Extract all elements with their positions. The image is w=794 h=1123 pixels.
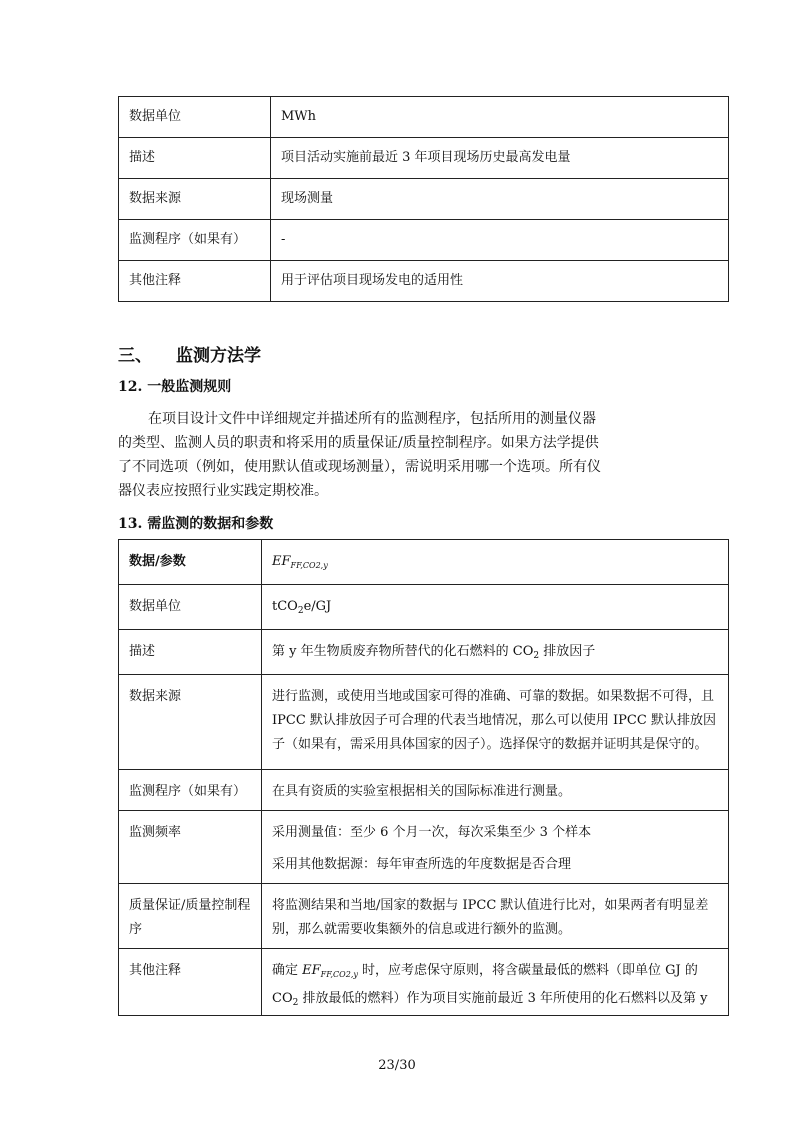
row-value — [262, 585, 729, 630]
row-key: 监测程序（如果有） — [119, 220, 271, 261]
unit-text: e/GJ — [303, 599, 332, 614]
table-row — [119, 97, 729, 138]
row-value: 在具有资质的实验室根据相关的国际标准进行测量。 — [262, 770, 729, 811]
desc-subscript: 2 — [533, 651, 540, 661]
row-key: 描述 — [119, 630, 262, 675]
table-row — [119, 540, 729, 585]
notes-text: 排放最低的燃料）作为项目实施前最近 3 年所使用的化石燃料以及第 y — [298, 991, 708, 1006]
table-row — [119, 179, 729, 220]
table-row — [119, 138, 729, 179]
subsection-heading-12: 12. 一般监测规则 — [118, 379, 232, 395]
row-value: MWh — [271, 97, 729, 138]
ef-symbol: EF — [302, 963, 321, 978]
row-value: 项目活动实施前最近 3 年项目现场历史最高发电量 — [271, 138, 729, 179]
ef-subscript: FF,CO2,y — [290, 561, 328, 570]
row-key: 数据单位 — [119, 97, 271, 138]
row-value — [262, 540, 729, 585]
desc-text: 第 y 年生物质废弃物所替代的化石燃料的 CO — [272, 644, 534, 659]
row-key: 数据来源 — [119, 675, 262, 770]
notes-text: 时，应考虑保守原则，将含碳量最低的燃料（即单位 GJ 的 CO — [272, 963, 698, 1006]
row-value: 用于评估项目现场发电的适用性 — [271, 261, 729, 302]
ef-subscript: FF,CO2,y — [320, 970, 358, 979]
row-value — [262, 630, 729, 675]
table-row — [119, 770, 729, 811]
table-row — [119, 884, 729, 949]
row-key: 描述 — [119, 138, 271, 179]
ef-symbol: EF — [272, 554, 291, 569]
freq-line: 采用其他数据源：每年审查所选的年度数据是否合理 — [272, 857, 572, 872]
table-row — [119, 220, 729, 261]
freq-line: 采用测量值：至少 6 个月一次，每次采集至少 3 个样本 — [272, 825, 592, 840]
row-value: - — [271, 220, 729, 261]
notes-subscript: 2 — [292, 998, 299, 1008]
paragraph-line: 在项目设计文件中详细规定并描述所有的监测程序，包括所用的测量仪器 — [148, 411, 596, 427]
row-value: 将监测结果和当地/国家的数据与 IPCC 默认值进行比对，如果两者有明显差别，那么就需要收集额外的信息或进行额外的监测。 — [262, 884, 729, 949]
paragraph-line: 器仪表应按照行业实践定期校准。 — [118, 483, 328, 499]
table-row — [119, 261, 729, 302]
table-row — [119, 811, 729, 884]
row-value — [262, 949, 729, 1016]
paragraph-line: 了不同选项（例如，使用默认值或现场测量），需说明采用哪一个选项。所有仪 — [118, 459, 601, 475]
data-parameter-table — [118, 539, 729, 1016]
desc-text: 排放因子 — [539, 644, 596, 659]
table-row — [119, 585, 729, 630]
row-key: 数据来源 — [119, 179, 271, 220]
subsection-heading-13: 13. 需监测的数据和参数 — [118, 516, 274, 532]
row-key: 质量保证/质量控制程序 — [119, 884, 262, 949]
unit-subscript: 2 — [297, 606, 304, 616]
row-key: 监测程序（如果有） — [119, 770, 262, 811]
section-title: 监测方法学 — [176, 346, 261, 366]
row-key: 其他注释 — [119, 261, 271, 302]
table-row — [119, 675, 729, 770]
table-row — [119, 949, 729, 1016]
section-heading-3 — [118, 341, 261, 366]
paragraph-line: 的类型、监测人员的职责和将采用的质量保证/质量控制程序。如果方法学提供 — [118, 435, 599, 451]
row-value: 现场测量 — [271, 179, 729, 220]
monitoring-rules-paragraph — [118, 407, 678, 503]
row-key: 监测频率 — [119, 811, 262, 884]
row-value: 进行监测，或使用当地或国家可得的准确、可靠的数据。如果数据不可得，且 IPCC 默认排放因子可合理的代表当地情况，那么可以使用 IPCC 默认排放因子（如果有，需采用具体国家的因子）。选择保守的数据并证明其是保守的。 — [262, 675, 729, 770]
row-key: 其他注释 — [119, 949, 262, 1016]
table-row — [119, 630, 729, 675]
notes-text: 确定 — [272, 963, 303, 978]
row-value — [262, 811, 729, 884]
row-key: 数据/参数 — [119, 540, 262, 585]
unit-text: tCO — [272, 599, 298, 614]
page-number: 23/30 — [378, 1058, 416, 1073]
section-number: 三、 — [118, 346, 152, 366]
data-table-1 — [118, 96, 729, 302]
row-key: 数据单位 — [119, 585, 262, 630]
